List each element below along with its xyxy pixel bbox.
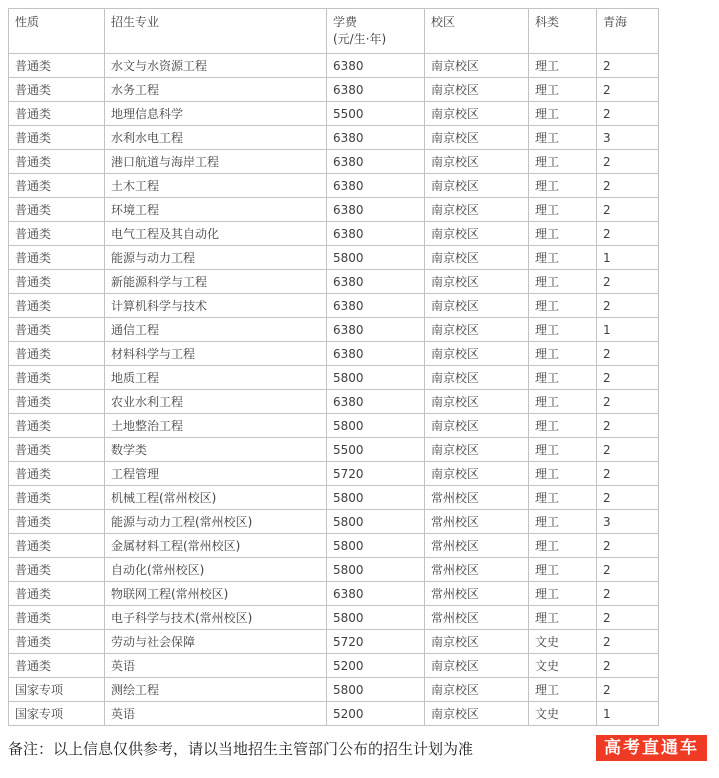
table-cell: 普通类 [9,558,105,582]
table-row [9,78,659,102]
table-cell: 普通类 [9,54,105,78]
table-cell: 6380 [327,150,425,174]
table-cell: 2 [597,534,659,558]
table-row [9,222,659,246]
table-cell: 港口航道与海岸工程 [105,150,327,174]
table-cell: 南京校区 [425,630,529,654]
table-cell: 地质工程 [105,366,327,390]
table-cell: 6380 [327,294,425,318]
table-cell: 南京校区 [425,438,529,462]
table-row [9,654,659,678]
table-cell: 2 [597,654,659,678]
table-cell: 南京校区 [425,414,529,438]
table-row [9,198,659,222]
table-cell: 国家专项 [9,702,105,726]
table-cell: 6380 [327,78,425,102]
column-header: 科类 [529,9,597,54]
table-cell: 5500 [327,102,425,126]
table-cell: 理工 [529,318,597,342]
table-cell: 普通类 [9,486,105,510]
remark-note: 备注：以上信息仅供参考，请以当地招生主管部门公布的招生计划为准 [8,740,474,758]
table-cell: 2 [597,78,659,102]
table-row [9,102,659,126]
table-cell: 2 [597,294,659,318]
table-cell: 南京校区 [425,702,529,726]
table-cell: 6380 [327,54,425,78]
table-cell: 5800 [327,678,425,702]
table-cell: 普通类 [9,342,105,366]
table-cell: 5800 [327,558,425,582]
table-cell: 南京校区 [425,54,529,78]
table-cell: 理工 [529,582,597,606]
table-cell: 2 [597,462,659,486]
table-row [9,414,659,438]
table-row [9,534,659,558]
table-cell: 5800 [327,606,425,630]
table-body [9,54,659,726]
table-cell: 普通类 [9,222,105,246]
table-cell: 测绘工程 [105,678,327,702]
table-row [9,342,659,366]
table-cell: 6380 [327,318,425,342]
table-cell: 5720 [327,462,425,486]
header-row [9,9,659,54]
table-cell: 土地整治工程 [105,414,327,438]
table-cell: 文史 [529,654,597,678]
table-cell: 2 [597,558,659,582]
table-cell: 2 [597,630,659,654]
table-cell: 普通类 [9,438,105,462]
table-row [9,390,659,414]
table-cell: 南京校区 [425,366,529,390]
table-cell: 理工 [529,222,597,246]
table-cell: 南京校区 [425,222,529,246]
table-cell: 普通类 [9,270,105,294]
table-cell: 常州校区 [425,582,529,606]
table-cell: 普通类 [9,198,105,222]
table-cell: 普通类 [9,462,105,486]
table-cell: 普通类 [9,126,105,150]
table-cell: 环境工程 [105,198,327,222]
table-cell: 2 [597,414,659,438]
table-cell: 2 [597,678,659,702]
table-cell: 1 [597,246,659,270]
table-cell: 理工 [529,678,597,702]
table-cell: 常州校区 [425,534,529,558]
table-cell: 普通类 [9,654,105,678]
table-cell: 6380 [327,342,425,366]
table-row [9,438,659,462]
table-cell: 南京校区 [425,78,529,102]
table-cell: 水利水电工程 [105,126,327,150]
table-cell: 南京校区 [425,342,529,366]
table-cell: 机械工程(常州校区) [105,486,327,510]
table-row [9,702,659,726]
table-row [9,270,659,294]
table-cell: 新能源科学与工程 [105,270,327,294]
table-cell: 2 [597,150,659,174]
table-cell: 6380 [327,270,425,294]
table-cell: 通信工程 [105,318,327,342]
table-row [9,294,659,318]
table-cell: 普通类 [9,78,105,102]
table-cell: 理工 [529,126,597,150]
table-cell: 理工 [529,78,597,102]
table-cell: 理工 [529,558,597,582]
table-cell: 理工 [529,486,597,510]
table-cell: 南京校区 [425,198,529,222]
column-header: 青海 [597,9,659,54]
table-cell: 南京校区 [425,150,529,174]
table-cell: 6380 [327,222,425,246]
table-cell: 南京校区 [425,294,529,318]
table-cell: 数学类 [105,438,327,462]
table-cell: 普通类 [9,534,105,558]
table-cell: 1 [597,702,659,726]
admission-plan-table [8,8,659,726]
table-cell: 2 [597,54,659,78]
table-cell: 南京校区 [425,678,529,702]
table-row [9,582,659,606]
table-cell: 普通类 [9,606,105,630]
table-cell: 理工 [529,510,597,534]
table-row [9,174,659,198]
table-cell: 5720 [327,630,425,654]
table-cell: 理工 [529,366,597,390]
table-cell: 金属材料工程(常州校区) [105,534,327,558]
footer [8,738,713,760]
table-cell: 普通类 [9,414,105,438]
table-cell: 常州校区 [425,558,529,582]
table-cell: 6380 [327,582,425,606]
table-cell: 理工 [529,342,597,366]
table-cell: 理工 [529,150,597,174]
table-cell: 6380 [327,174,425,198]
table-cell: 理工 [529,606,597,630]
table-cell: 普通类 [9,102,105,126]
table-cell: 南京校区 [425,174,529,198]
table-cell: 土木工程 [105,174,327,198]
table-cell: 5800 [327,366,425,390]
table-cell: 英语 [105,654,327,678]
table-cell: 南京校区 [425,654,529,678]
table-cell: 3 [597,510,659,534]
table-row [9,510,659,534]
table-row [9,318,659,342]
table-cell: 5200 [327,702,425,726]
table-cell: 理工 [529,102,597,126]
table-cell: 3 [597,126,659,150]
table-cell: 2 [597,174,659,198]
table-cell: 电气工程及其自动化 [105,222,327,246]
table-cell: 6380 [327,198,425,222]
table-cell: 2 [597,582,659,606]
table-cell: 2 [597,606,659,630]
table-cell: 普通类 [9,294,105,318]
table-cell: 普通类 [9,366,105,390]
table-cell: 5800 [327,246,425,270]
table-row [9,678,659,702]
table-cell: 英语 [105,702,327,726]
watermark-badge: 高考直通车 [596,735,707,761]
table-cell: 普通类 [9,390,105,414]
table-row [9,54,659,78]
table-cell: 6380 [327,390,425,414]
column-header: 学费 (元/生·年) [327,9,425,54]
table-cell: 理工 [529,174,597,198]
table-cell: 普通类 [9,246,105,270]
table-cell: 地理信息科学 [105,102,327,126]
table-cell: 普通类 [9,150,105,174]
table-cell: 水文与水资源工程 [105,54,327,78]
table-cell: 计算机科学与技术 [105,294,327,318]
table-cell: 自动化(常州校区) [105,558,327,582]
table-row [9,150,659,174]
table-row [9,558,659,582]
table-cell: 常州校区 [425,510,529,534]
table-cell: 理工 [529,198,597,222]
table-cell: 能源与动力工程(常州校区) [105,510,327,534]
table-cell: 普通类 [9,318,105,342]
table-cell: 理工 [529,270,597,294]
table-cell: 文史 [529,702,597,726]
table-cell: 常州校区 [425,486,529,510]
column-header: 性质 [9,9,105,54]
table-cell: 材料科学与工程 [105,342,327,366]
table-cell: 5800 [327,510,425,534]
table-cell: 2 [597,102,659,126]
table-cell: 5500 [327,438,425,462]
table-cell: 南京校区 [425,102,529,126]
table-cell: 农业水利工程 [105,390,327,414]
table-row [9,486,659,510]
table-cell: 南京校区 [425,318,529,342]
table-cell: 5800 [327,534,425,558]
table-cell: 南京校区 [425,270,529,294]
table-cell: 理工 [529,534,597,558]
table-cell: 2 [597,390,659,414]
table-cell: 理工 [529,246,597,270]
table-cell: 1 [597,318,659,342]
column-header: 校区 [425,9,529,54]
table-cell: 理工 [529,294,597,318]
table-cell: 理工 [529,462,597,486]
table-cell: 国家专项 [9,678,105,702]
table-cell: 5800 [327,486,425,510]
table-cell: 水务工程 [105,78,327,102]
table-cell: 理工 [529,390,597,414]
column-header: 招生专业 [105,9,327,54]
table-row [9,630,659,654]
table-cell: 能源与动力工程 [105,246,327,270]
table-cell: 南京校区 [425,462,529,486]
table-cell: 南京校区 [425,126,529,150]
table-cell: 理工 [529,438,597,462]
table-cell: 常州校区 [425,606,529,630]
table-cell: 工程管理 [105,462,327,486]
table-cell: 普通类 [9,174,105,198]
table-row [9,366,659,390]
table-row [9,462,659,486]
table-cell: 南京校区 [425,390,529,414]
table-cell: 文史 [529,630,597,654]
table-cell: 劳动与社会保障 [105,630,327,654]
table-cell: 2 [597,198,659,222]
table-cell: 2 [597,486,659,510]
table-row [9,246,659,270]
table-cell: 2 [597,438,659,462]
table-cell: 5800 [327,414,425,438]
table-cell: 2 [597,270,659,294]
table-cell: 物联网工程(常州校区) [105,582,327,606]
table-cell: 普通类 [9,582,105,606]
table-header [9,9,659,54]
table-cell: 2 [597,222,659,246]
table-cell: 2 [597,366,659,390]
table-cell: 南京校区 [425,246,529,270]
table-cell: 理工 [529,414,597,438]
table-row [9,126,659,150]
table-cell: 2 [597,342,659,366]
table-cell: 理工 [529,54,597,78]
table-row [9,606,659,630]
table-cell: 普通类 [9,510,105,534]
table-cell: 6380 [327,126,425,150]
table-cell: 5200 [327,654,425,678]
table-cell: 电子科学与技术(常州校区) [105,606,327,630]
table-cell: 普通类 [9,630,105,654]
